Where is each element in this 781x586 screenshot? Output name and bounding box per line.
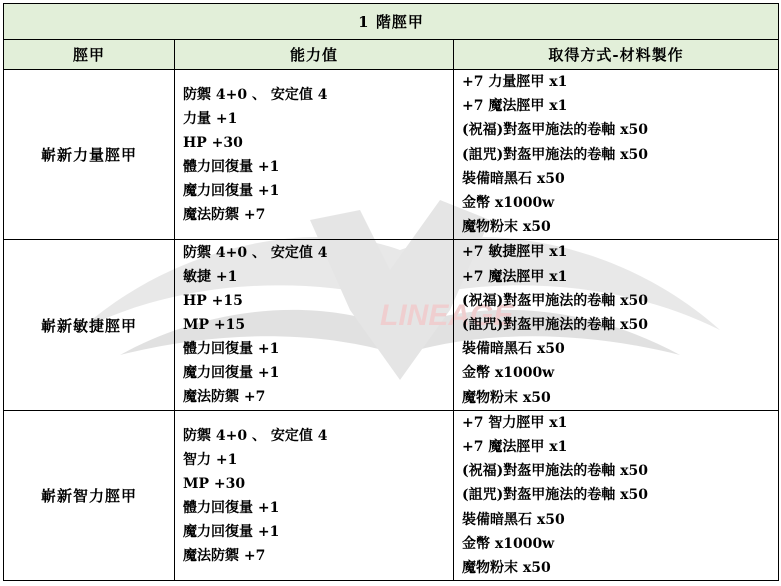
material-line: +7 敏捷脛甲 x1 — [462, 244, 568, 261]
material-line: (祝福)對盔甲施法的卷軸 x50 — [462, 463, 648, 480]
stat-cell — [175, 70, 454, 240]
stat-line: 魔力回復量 +1 — [183, 182, 280, 199]
stat-line: 敏捷 +1 — [183, 269, 238, 286]
material-line: (祝福)對盔甲施法的卷軸 x50 — [462, 122, 648, 139]
stat-line: 防禦 4+0 、 安定值 4 — [183, 86, 328, 103]
material-line: +7 力量脛甲 x1 — [462, 74, 568, 90]
stat-line: MP +30 — [183, 475, 246, 492]
material-line: 裝備暗黑石 x50 — [462, 511, 565, 528]
item-name: 嶄新智力脛甲 — [4, 410, 175, 580]
stat-line: 智力 +1 — [183, 451, 238, 468]
stat-line: HP +30 — [183, 134, 243, 151]
material-line: 裝備暗黑石 x50 — [462, 170, 565, 187]
stat-line: MP +15 — [183, 317, 246, 334]
watermark-text: LINEAGE — [380, 299, 514, 332]
item-name: 嶄新力量脛甲 — [4, 70, 175, 240]
material-line: (詛咒)對盔甲施法的卷軸 x50 — [462, 146, 648, 163]
material-line: 魔物粉末 x50 — [462, 389, 551, 406]
stat-line: 體力回復量 +1 — [183, 158, 280, 175]
material-line: 金幣 x1000w — [462, 535, 555, 552]
stat-line: HP +15 — [183, 293, 243, 310]
material-line: 魔物粉末 x50 — [462, 560, 551, 577]
table-title: 1 階脛甲 — [4, 4, 779, 40]
stat-line: 防禦 4+0 、 安定值 4 — [183, 427, 328, 444]
stat-line: 魔法防禦 +7 — [183, 389, 266, 406]
header-acquisition: 取得方式-材料製作 — [454, 40, 779, 70]
material-cell — [454, 240, 779, 410]
stat-line: 魔力回復量 +1 — [183, 365, 280, 382]
stat-cell — [175, 410, 454, 580]
stat-cell — [175, 240, 454, 410]
table-row — [4, 70, 779, 240]
stat-line: 體力回復量 +1 — [183, 499, 280, 516]
material-line: (詛咒)對盔甲施法的卷軸 x50 — [462, 487, 648, 504]
material-line: 裝備暗黑石 x50 — [462, 341, 565, 358]
material-line: +7 魔法脛甲 x1 — [462, 268, 568, 285]
material-line: +7 智力脛甲 x1 — [462, 414, 568, 431]
header-greaves: 脛甲 — [4, 40, 175, 70]
greaves-table — [3, 3, 779, 581]
stat-line: 體力回復量 +1 — [183, 341, 280, 358]
stat-line: 魔法防禦 +7 — [183, 547, 266, 564]
material-line: 金幣 x1000w — [462, 365, 555, 382]
material-line: 魔物粉末 x50 — [462, 219, 551, 236]
material-line: 金幣 x1000w — [462, 195, 555, 212]
header-stats: 能力值 — [175, 40, 454, 70]
table-row — [4, 410, 779, 580]
stat-line: 魔力回復量 +1 — [183, 523, 280, 540]
stat-line: 防禦 4+0 、 安定值 4 — [183, 245, 328, 262]
material-cell — [454, 410, 779, 580]
material-line: (祝福)對盔甲施法的卷軸 x50 — [462, 292, 648, 309]
table-row — [4, 240, 779, 410]
stat-line: 魔法防禦 +7 — [183, 206, 266, 223]
stat-line: 力量 +1 — [183, 110, 238, 127]
material-line: +7 魔法脛甲 x1 — [462, 439, 568, 456]
material-line: (詛咒)對盔甲施法的卷軸 x50 — [462, 317, 648, 334]
item-name: 嶄新敏捷脛甲 — [4, 240, 175, 410]
material-line: +7 魔法脛甲 x1 — [462, 98, 568, 115]
material-cell — [454, 70, 779, 240]
